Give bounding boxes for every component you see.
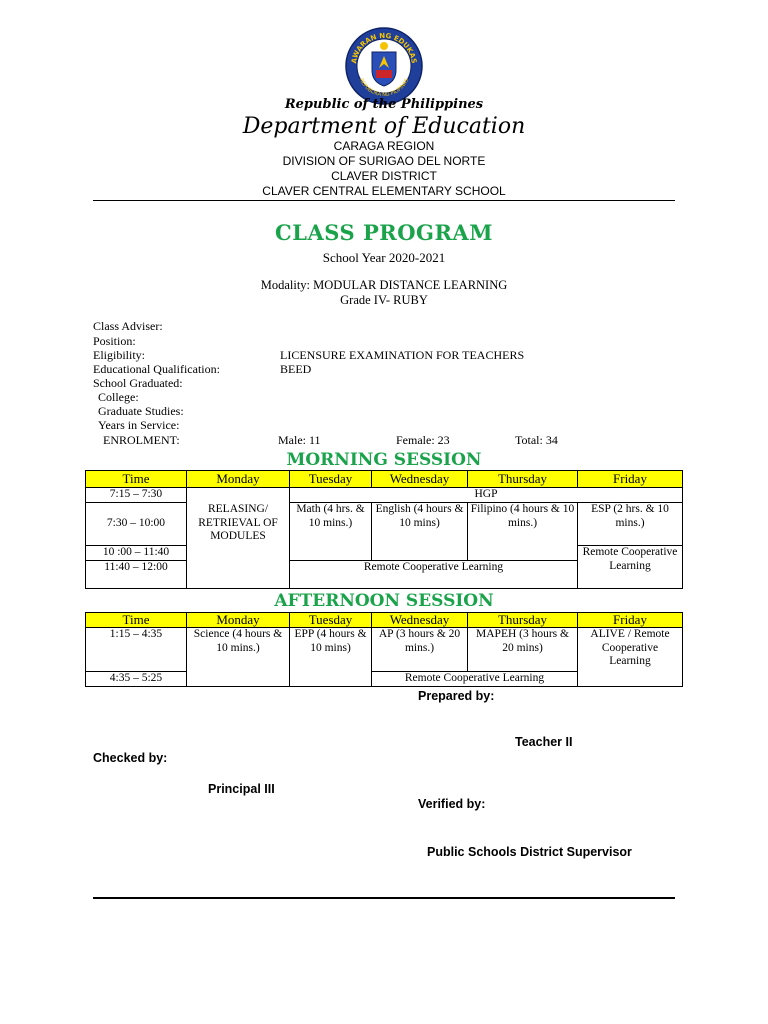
afternoon-session-title: AFTERNOON SESSION <box>274 591 494 611</box>
district-line: CLAVER DISTRICT <box>331 169 437 183</box>
monday-cell: RELASING/ RETRIEVAL OF MODULES <box>187 488 290 589</box>
modality: Modality: MODULAR DISTANCE LEARNING <box>260 278 508 292</box>
friday-cell: ESP (2 hrs. & 10 mins.) <box>578 503 683 546</box>
school-year: School Year 2020-2021 <box>322 250 446 265</box>
monday-cell: Science (4 hours & 10 mins.) <box>187 628 290 687</box>
supervisor-title: Public Schools District Supervisor <box>427 845 632 859</box>
time-cell: 11:40 – 12:00 <box>86 561 187 589</box>
enrolment-label: ENROLMENT: <box>103 433 180 447</box>
time-cell: 7:15 – 7:30 <box>86 488 187 503</box>
time-cell: 10 :00 – 11:40 <box>86 546 187 561</box>
afternoon-schedule-table <box>85 612 683 687</box>
header-monday: Monday <box>187 613 290 628</box>
header-friday: Friday <box>578 613 683 628</box>
years-in-service-label: Years in Service: <box>98 418 180 432</box>
division-line: DIVISION OF SURIGAO DEL NORTE <box>282 154 486 168</box>
header-tuesday: Tuesday <box>290 613 372 628</box>
header-monday: Monday <box>187 471 290 488</box>
friday-cell: ALIVE / Remote Cooperative Learning <box>578 628 683 687</box>
header-tuesday: Tuesday <box>290 471 372 488</box>
college-label: College: <box>98 390 139 404</box>
header-wednesday: Wednesday <box>372 613 468 628</box>
time-cell: 4:35 – 5:25 <box>86 672 187 687</box>
header-time: Time <box>86 471 187 488</box>
tuesday-cell: EPP (4 hours & 10 mins) <box>290 628 372 687</box>
time-cell: 1:15 – 4:35 <box>86 628 187 672</box>
friday-cell: Remote Cooperative Learning <box>578 546 683 589</box>
remote-cooperative-cell: Remote Cooperative Learning <box>290 561 578 589</box>
hgp-cell: HGP <box>290 488 683 503</box>
school-graduated-label: School Graduated: <box>93 376 183 390</box>
verified-by-label: Verified by: <box>418 797 486 811</box>
seal-subtext: REPUBLIKA NG PILIPINAS <box>357 77 411 99</box>
eligibility-value: LICENSURE EXAMINATION FOR TEACHERS <box>280 348 525 362</box>
teacher-title: Teacher II <box>515 735 573 749</box>
qualification-label: Educational Qualification: <box>93 362 220 376</box>
morning-schedule-table <box>85 470 683 589</box>
deped-seal <box>344 26 424 106</box>
header-thursday: Thursday <box>468 613 578 628</box>
morning-session-title: MORNING SESSION <box>286 450 482 470</box>
republic-heading: Republic of the Philippines <box>284 97 484 112</box>
footer-divider <box>93 897 675 899</box>
male-count: Male: 11 <box>278 433 321 447</box>
tuesday-cell: Math (4 hrs. & 10 mins.) <box>290 503 372 561</box>
header-thursday: Thursday <box>468 471 578 488</box>
prepared-by-label: Prepared by: <box>418 689 495 703</box>
wednesday-cell: AP (3 hours & 20 mins.) <box>372 628 468 672</box>
school-line: CLAVER CENTRAL ELEMENTARY SCHOOL <box>262 184 506 198</box>
thursday-cell: MAPEH (3 hours & 20 mins) <box>468 628 578 672</box>
eligibility-label: Eligibility: <box>93 348 146 362</box>
female-count: Female: 23 <box>396 433 450 447</box>
position-label: Position: <box>93 334 136 348</box>
page-title: CLASS PROGRAM <box>275 220 493 245</box>
seal-text: AWARAN NG EDUKAS <box>350 31 418 65</box>
header-time: Time <box>86 613 187 628</box>
remote-cooperative-cell: Remote Cooperative Learning <box>372 672 578 687</box>
department-heading: Department of Education <box>242 114 526 139</box>
wednesday-cell: English (4 hours & 10 mins) <box>372 503 468 561</box>
total-count: Total: 34 <box>515 433 558 447</box>
grade-section: Grade IV- RUBY <box>340 293 428 307</box>
header-friday: Friday <box>578 471 683 488</box>
principal-title: Principal III <box>208 782 275 796</box>
region-line: CARAGA REGION <box>333 139 435 153</box>
header-wednesday: Wednesday <box>372 471 468 488</box>
graduate-studies-label: Graduate Studies: <box>98 404 184 418</box>
thursday-cell: Filipino (4 hours & 10 mins.) <box>468 503 578 561</box>
checked-by-label: Checked by: <box>93 751 168 765</box>
qualification-value: BEED <box>280 362 312 376</box>
class-adviser-label: Class Adviser: <box>93 319 163 333</box>
time-cell: 7:30 – 10:00 <box>86 503 187 546</box>
header-divider <box>93 200 675 201</box>
